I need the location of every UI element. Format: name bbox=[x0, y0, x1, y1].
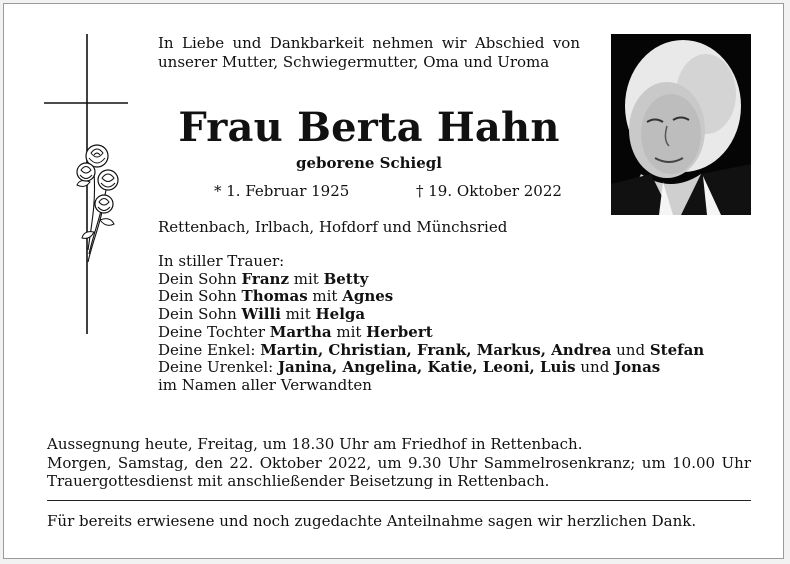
mourner-relation: im Namen aller Verwandten bbox=[158, 375, 372, 394]
cross-with-roses-icon bbox=[42, 32, 134, 342]
funeral-line-2: Morgen, Samstag, den 22. Oktober 2022, um 9.30 Uhr Sammelrosenkranz; um 10.00 Uhr Trauergottesdienst mit anschließender Beisetzung in Rettenbach. bbox=[47, 453, 751, 490]
mourner-line bbox=[158, 324, 704, 342]
mourners-heading: In stiller Trauer: bbox=[158, 252, 285, 270]
mourner-relation: und bbox=[575, 358, 615, 377]
mourner-relation: und bbox=[611, 340, 650, 359]
mourner-name: Betty bbox=[323, 269, 369, 288]
divider bbox=[47, 500, 751, 501]
mourner-name: Helga bbox=[315, 305, 366, 324]
deceased-name: Frau Berta Hahn bbox=[178, 104, 560, 151]
mourner-name: Jonas bbox=[614, 358, 661, 377]
mourner-relation: Deine Enkel: bbox=[158, 340, 261, 359]
mourner-line bbox=[158, 288, 704, 306]
birth-date: * 1. Februar 1925 bbox=[214, 182, 350, 200]
life-dates bbox=[154, 182, 584, 200]
obituary-notice bbox=[3, 3, 784, 559]
mourner-relation: Deine Urenkel: bbox=[158, 358, 278, 377]
portrait-image bbox=[611, 34, 751, 215]
mourner-name: Martha bbox=[269, 322, 332, 341]
mourner-name: Stefan bbox=[649, 340, 705, 359]
mourner-relation: Deine Tochter bbox=[158, 322, 270, 341]
intro-text: In Liebe und Dankbarkeit nehmen wir Abschied von unserer Mutter, Schwiegermutter, Oma und Uroma bbox=[158, 34, 580, 71]
mourner-relation: Dein Sohn bbox=[158, 269, 242, 288]
death-date: † 19. Oktober 2022 bbox=[416, 182, 562, 200]
mourner-name: Herbert bbox=[366, 322, 433, 341]
mourners-list bbox=[158, 253, 704, 395]
mourner-relation: Dein Sohn bbox=[158, 287, 242, 306]
places-line: Rettenbach, Irlbach, Hofdorf und Münchsried bbox=[158, 218, 508, 236]
mourner-relation: mit bbox=[280, 305, 316, 324]
portrait-photo bbox=[611, 34, 751, 215]
mourner-name: Thomas bbox=[241, 287, 308, 306]
mourner-line bbox=[158, 377, 704, 395]
birth-name: geborene Schiegl bbox=[296, 154, 442, 172]
mourner-relation: mit bbox=[288, 269, 324, 288]
funeral-info bbox=[47, 435, 751, 491]
mourner-relation: Dein Sohn bbox=[158, 305, 242, 324]
mourner-relation: mit bbox=[307, 287, 343, 306]
funeral-line-1: Aussegnung heute, Freitag, um 18.30 Uhr am Friedhof in Rettenbach. bbox=[47, 435, 583, 453]
mourner-name: Willi bbox=[241, 305, 281, 324]
mourner-name: Franz bbox=[241, 269, 289, 288]
mourner-line bbox=[158, 271, 704, 289]
mourner-name: Janina, Angelina, Katie, Leoni, Luis bbox=[277, 358, 576, 377]
mourner-name: Martin, Christian, Frank, Markus, Andrea bbox=[260, 340, 612, 359]
mourner-line bbox=[158, 306, 704, 324]
mourner-relation: mit bbox=[331, 322, 367, 341]
mourner-lines bbox=[158, 271, 704, 395]
mourner-line bbox=[158, 359, 704, 377]
mourner-name: Agnes bbox=[342, 287, 394, 306]
thanks-line: Für bereits erwiesene und noch zugedachte Anteilnahme sagen wir herzlichen Dank. bbox=[47, 512, 697, 530]
mourner-line bbox=[158, 342, 704, 360]
